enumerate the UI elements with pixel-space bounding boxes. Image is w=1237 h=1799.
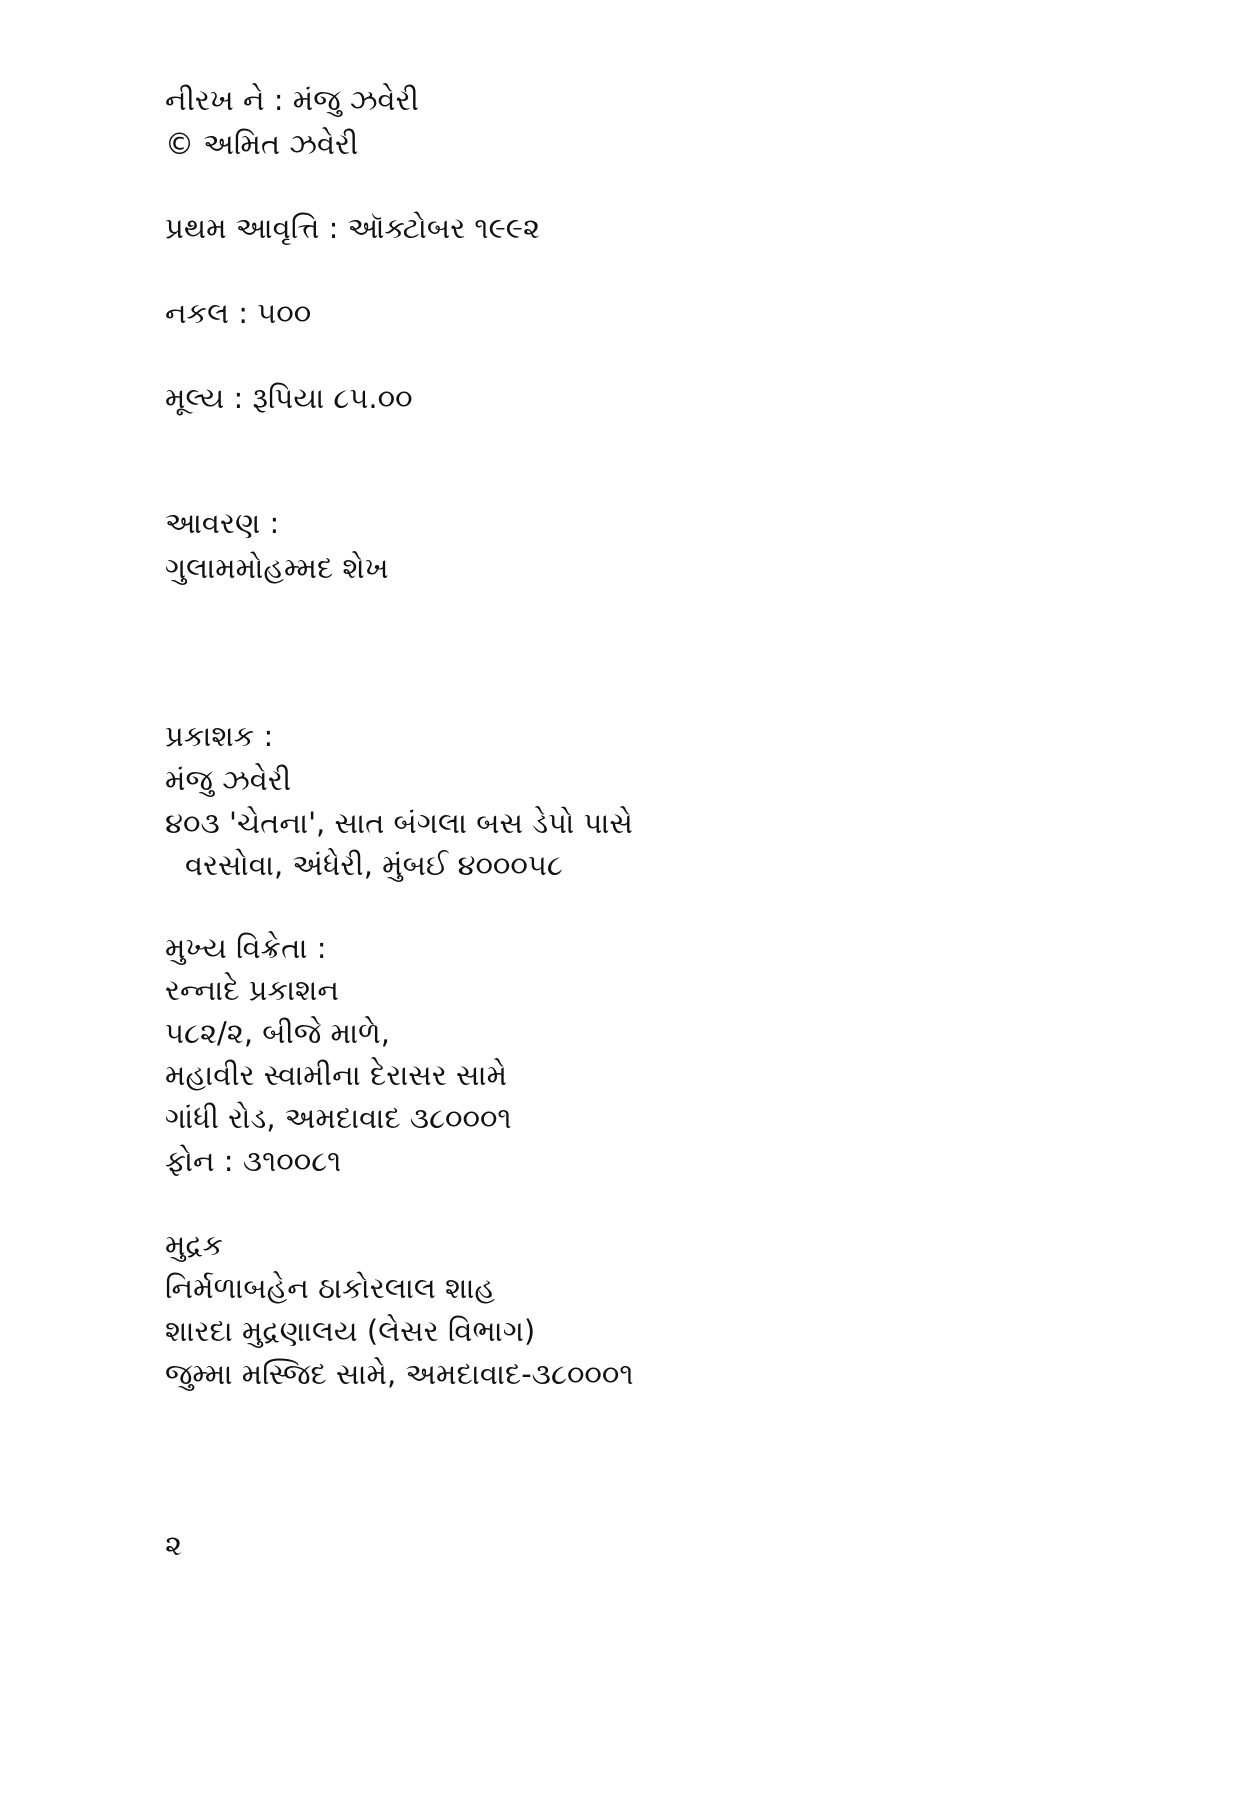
- printer-name: નિર્મળાબહેન ઠાકોરલાલ શાહ: [165, 1271, 496, 1305]
- distributor-phone: ફોન : ૩૧૦૦૮૧: [165, 1144, 342, 1178]
- first-edition-line: પ્રથમ આવૃત્તિ : ઑક્ટોબર ૧૯૯૨: [165, 211, 540, 245]
- copies-line: નકલ : ૫૦૦: [165, 296, 312, 330]
- price-line: મૂલ્ય : રૂપિયા ૮૫.૦૦: [165, 381, 413, 415]
- publisher-name: મંજુ ઝવેરી: [165, 763, 292, 797]
- distributor-label: મુખ્ય વિક્રેતા :: [165, 931, 327, 965]
- dedication-line: નીરખ ને : મંજુ ઝવેરી: [165, 83, 419, 117]
- page-number: ૨: [165, 1528, 183, 1562]
- printer-address: જુમ્મા મસ્જિદ સામે, અમદાવાદ-૩૮૦૦૦૧: [165, 1357, 634, 1391]
- distributor-address-line3: ગાંધી રોડ, અમદાવાદ ૩૮૦૦૦૧: [165, 1101, 512, 1135]
- cover-artist: ગુલામમોહમ્મદ શેખ: [165, 551, 389, 585]
- printer-label: મુદ્રક: [165, 1228, 224, 1262]
- distributor-address-line1: ૫૮૨/૨, બીજે માળે,: [165, 1016, 390, 1050]
- cover-label: આવરણ :: [165, 506, 280, 540]
- publisher-address-line1: ૪૦૩ 'ચેતના', સાત બંગલા બસ ડેપો પાસે: [165, 806, 633, 840]
- publisher-address-line2: વરસોવા, અંધેરી, મુંબઈ ૪૦૦૦૫૮: [185, 848, 563, 882]
- distributor-address-line2: મહાવીર સ્વામીના દેરાસર સામે: [165, 1058, 508, 1092]
- copyright-line: © અમિત ઝવેરી: [165, 127, 359, 161]
- printer-press: શારદા મુદ્રણાલય (લેસર વિભાગ): [165, 1314, 536, 1348]
- publisher-label: પ્રકાશક :: [165, 719, 274, 753]
- distributor-name: રન્નાદે પ્રકાશન: [165, 973, 340, 1007]
